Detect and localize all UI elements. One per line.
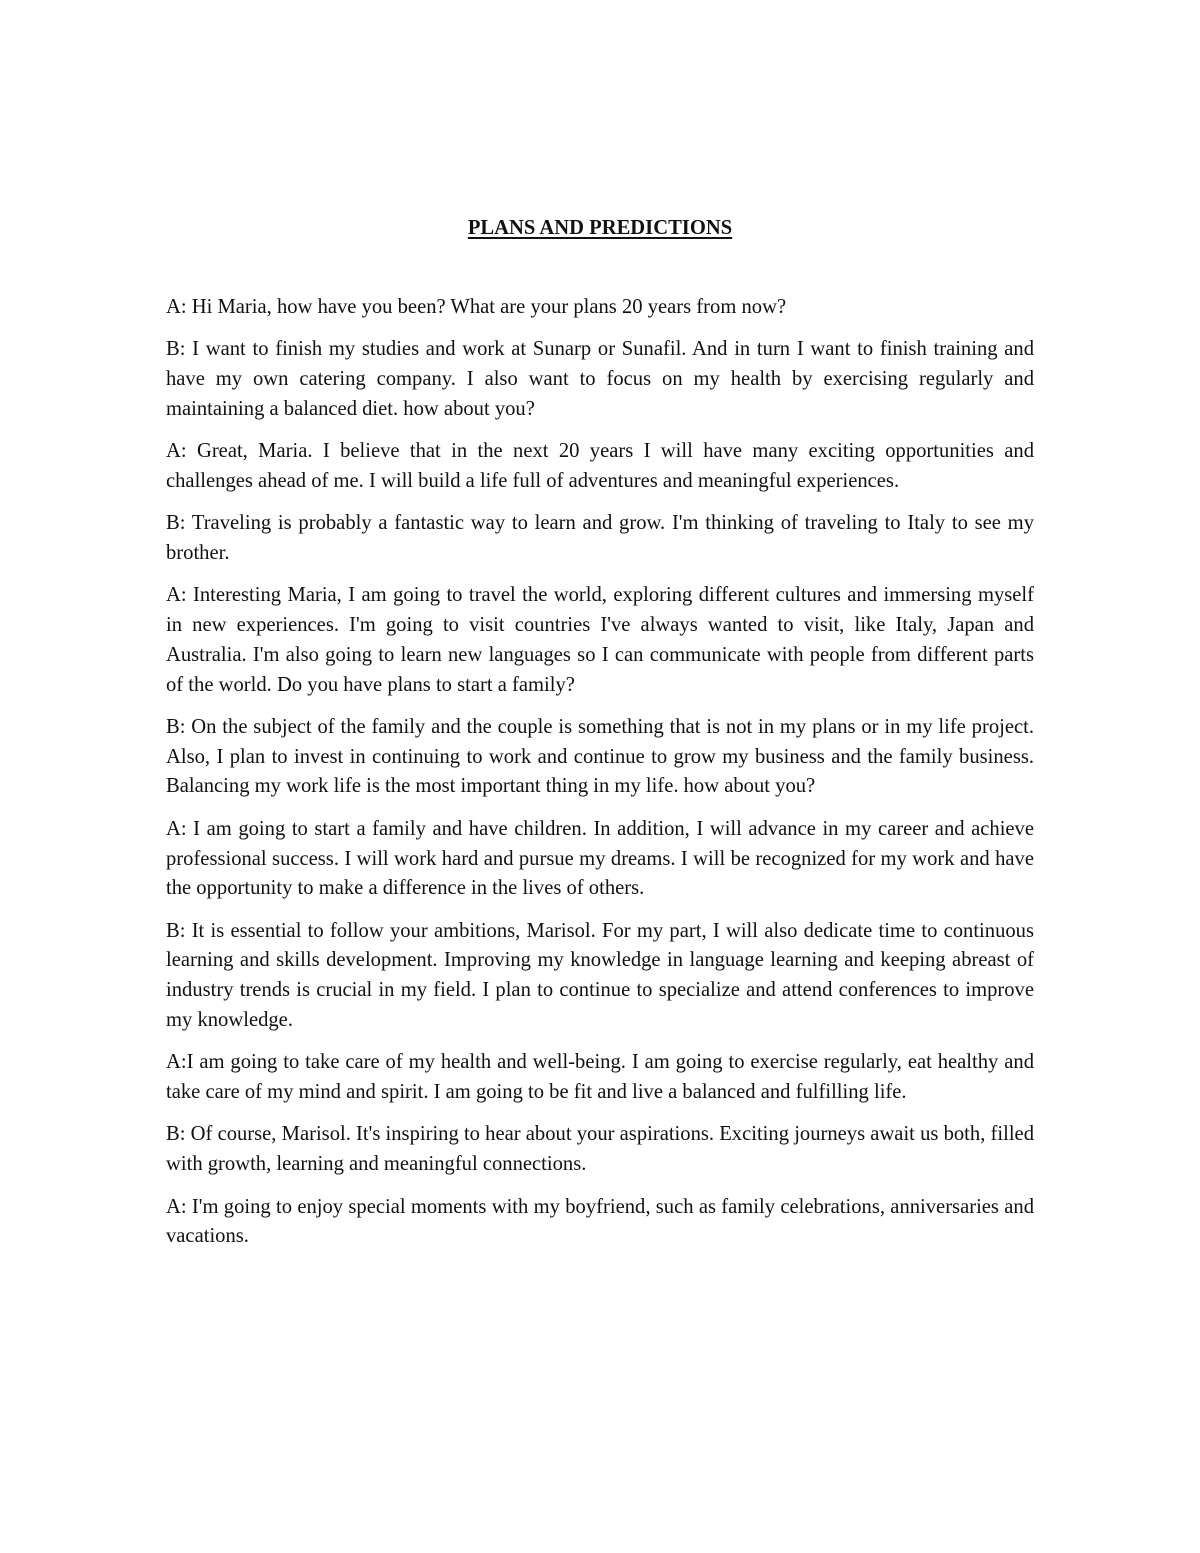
dialogue-line: B: Of course, Marisol. It's inspiring to hear about your aspirations. Exciting journeys await us both, filled with growth, learning and meaningful connections.: [166, 1123, 1034, 1176]
document-title: PLANS AND PREDICTIONS: [467, 217, 733, 239]
dialogue-line: B: It is essential to follow your ambitions, Marisol. For my part, I will also dedicate time to continuous learning and skills development. Improving my knowledge in language learning and keeping abreast of industry trends is crucial in my field. I plan to continue to specialize and attend conferences to improve my knowledge.: [166, 919, 1034, 1032]
dialogue-line: A: I am going to start a family and have children. In addition, I will advance in my career and achieve professional success. I will work hard and pursue my dreams. I will be recognized for my work and have the opportunity to make a difference in the lives of others.: [166, 817, 1034, 900]
document-body: [166, 214, 1034, 1265]
dialogue-line: A: Great, Maria. I believe that in the next 20 years I will have many exciting opportunities and challenges ahead of me. I will build a life full of adventures and meaningful experiences.: [166, 439, 1034, 492]
dialogue-line: A: I'm going to enjoy special moments with my boyfriend, such as family celebrations, anniversaries and vacations.: [166, 1195, 1034, 1248]
dialogue-line: A: Hi Maria, how have you been? What are your plans 20 years from now?: [166, 295, 787, 318]
dialogue-line: B: On the subject of the family and the couple is something that is not in my plans or in my life project. Also, I plan to invest in continuing to work and continue to grow my business and the family business. Balancing my work life is the most important thing in my life. how about you?: [166, 715, 1034, 798]
dialogue-line: A:I am going to take care of my health and well-being. I am going to exercise regularly, eat healthy and take care of my mind and spirit. I am going to be fit and live a balanced and fulfilling life.: [166, 1051, 1034, 1104]
dialogue-line: B: I want to finish my studies and work at Sunarp or Sunafil. And in turn I want to finish training and have my own catering company. I also want to focus on my health by exercising regularly and maintaining a balanced diet. how about you?: [166, 338, 1034, 420]
dialogue-line: B: Traveling is probably a fantastic way to learn and grow. I'm thinking of traveling to Italy to see my brother.: [166, 512, 1034, 564]
dialogue-line: A: Interesting Maria, I am going to travel the world, exploring different cultures and immersing myself in new experiences. I'm going to visit countries I've always wanted to visit, like Italy, Japan and Australia. I'm also going to learn new languages so I can communicate with people from different parts of the world. Do you have plans to start a family?: [166, 584, 1034, 696]
